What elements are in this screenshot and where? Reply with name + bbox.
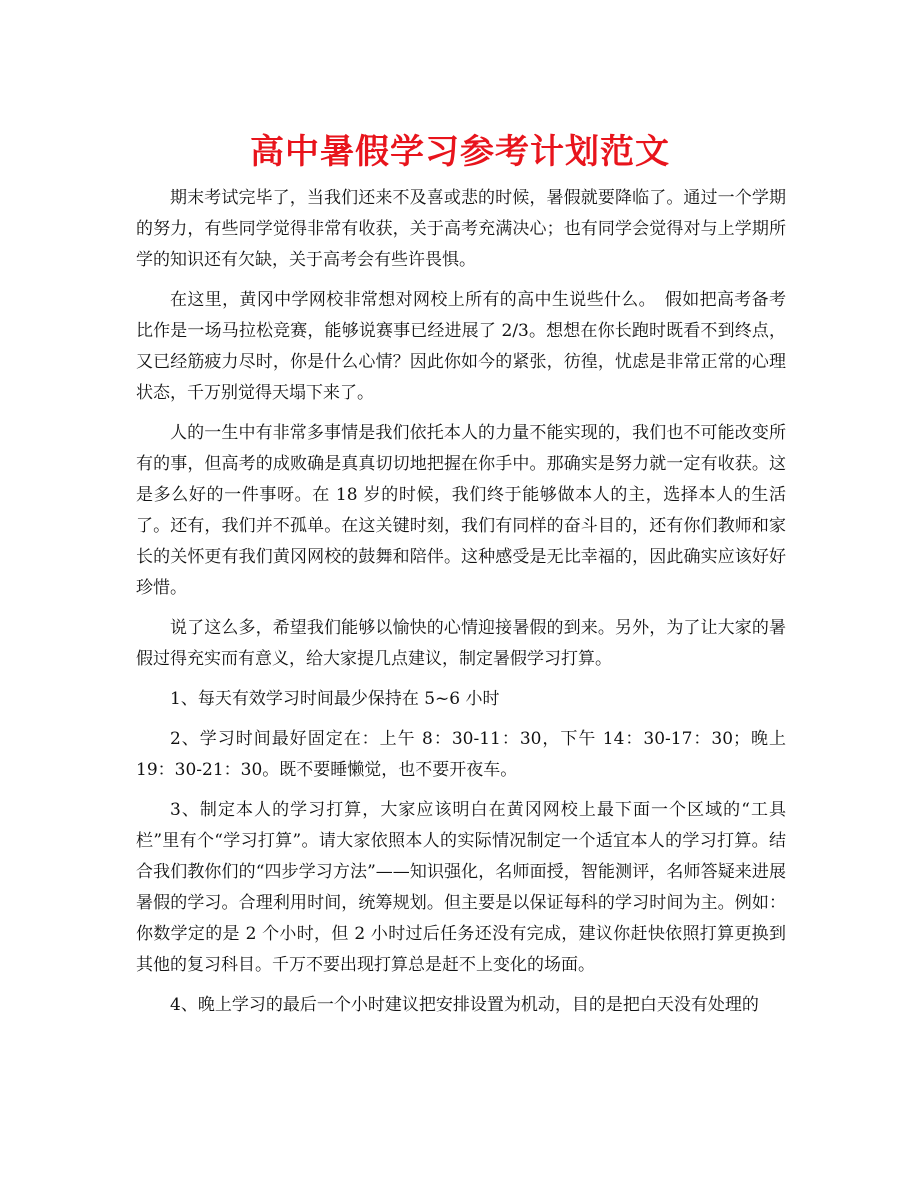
- paragraph-1: 期末考试完毕了，当我们还来不及喜或悲的时候，暑假就要降临了。通过一个学期的努力，有些同学觉得非常有收获，关于高考充满决心；也有同学会觉得对与上学期所学的知识还有欠缺，关于高考会有些许畏惧。: [136, 188, 786, 270]
- list-item-4: 4、晚上学习的最后一个小时建议把安排设置为机动，目的是把白天没有处理的: [170, 995, 759, 1015]
- paragraph-2: 在这里，黄冈中学网校非常想对网校上所有的高中生说些什么。 假如把高考备考比作是一场马拉松竞赛，能够说赛事已经进展了 2/3。想想在你长跑时既看不到终点，又已经筋疲力尽时，你是什么心情？因此你如今的紧张，彷徨，忧虑是非常正常的心理状态，千万别觉得天塌下来了。: [136, 290, 786, 403]
- list-item-3: 3、制定本人的学习打算，大家应该明白在黄冈网校上最下面一个区域的“工具栏”里有个“学习打算”。请大家依照本人的实际情况制定一个适宜本人的学习打算。结合我们教你们的“四步学习方法”——知识强化，名师面授，智能测评，名师答疑来进展暑假的学习。合理利用时间，统筹规划。但主要是以保证每科的学习时间为主。例如：你数学定的是 2 个小时，但 2 小时过后任务还没有完成，建议你赶快依照打算更换到其他的复习科目。千万不要出现打算总是赶不上变化的场面。: [136, 800, 786, 975]
- paragraph-3: 人的一生中有非常多事情是我们依托本人的力量不能实现的，我们也不可能改变所有的事，但高考的成败确是真真切切地把握在你手中。那确实是努力就一定有收获。这是多么好的一件事呀。在 18 岁的时候，我们终于能够做本人的主，选择本人的生活了。还有，我们并不孤单。在这关键时刻，我们有同样的奋斗目的，还有你们教师和家长的关怀更有我们黄冈网校的鼓舞和陪伴。这种感受是无比幸福的，因此确实应该好好珍惜。: [136, 423, 786, 598]
- document-body: [136, 183, 786, 1030]
- document-title: 高中暑假学习参考计划范文: [250, 132, 670, 172]
- list-item-2: 2、学习时间最好固定在：上午 8：30-11：30，下午 14：30-17：30；晚上 19：30-21：30。既不要睡懒觉，也不要开夜车。: [136, 729, 786, 780]
- list-item-1: 1、每天有效学习时间最少保持在 5~6 小时: [170, 689, 500, 709]
- paragraph-4: 说了这么多，希望我们能够以愉快的心情迎接暑假的到来。另外，为了让大家的暑假过得充实而有意义，给大家提几点建议，制定暑假学习打算。: [136, 618, 786, 669]
